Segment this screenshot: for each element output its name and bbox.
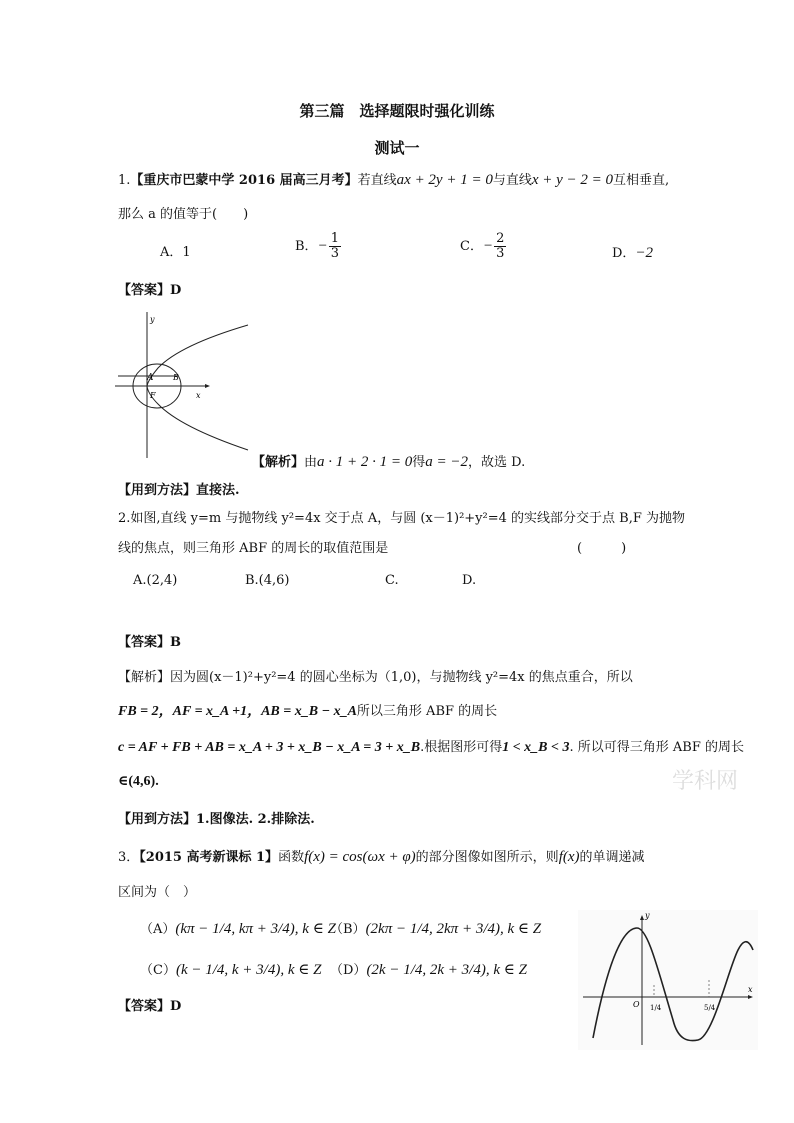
option-c: C．− $\frac{2}{3}$ — [460, 231, 505, 261]
cosine-graph-figure — [578, 910, 758, 1050]
option-c: （C）(k − 1/4, k + 3/4), k ∈ Z — [140, 962, 322, 978]
option-a: A．1 — [160, 245, 191, 260]
parabola — [147, 325, 248, 450]
point-a-label: A — [147, 373, 154, 383]
question-number: 1. — [118, 173, 131, 188]
parabola-circle-figure — [110, 310, 260, 460]
page-subtitle: 测试一 — [374, 139, 420, 157]
analysis-2-line-2: FB = 2，AF = x_A +1，AB = x_B − x_A所以三角形 ABF 的周长 — [118, 704, 498, 719]
question-2-paren: ( ) — [577, 541, 627, 556]
y-label: y — [150, 315, 155, 324]
point-b-label: B — [173, 373, 179, 382]
analysis-1: 【解析】由a · 1 + 2 · 1 = 0得a = −2，故选 D. — [252, 454, 526, 470]
option-b: B．− $\frac{1}{3}$ — [295, 231, 339, 261]
figure-background — [578, 910, 758, 1050]
x-label: x — [196, 391, 201, 400]
option-b: B.(4,6) — [245, 573, 290, 588]
analysis-2-line-1: 【解析】因为圆(x－1)²+y²=4 的圆心坐标为（1,0)，与抛物线 y²=4x 的焦点重合，所以 — [118, 670, 633, 685]
quarter-label: 1/4 — [650, 1004, 662, 1012]
question-source: 【2015 高考新课标 1】 — [139, 850, 279, 865]
option-c: C. — [385, 573, 399, 588]
answer-3: 【答案】D — [118, 999, 182, 1014]
answer-1: 【答案】D — [118, 283, 182, 298]
y-label: y — [645, 911, 650, 920]
watermark: 学科网 — [672, 769, 739, 794]
fraction: $\frac{2}{3}$ — [496, 231, 505, 261]
question-3-line-1: 3．【2015 高考新课标 1】函数f(x) = cos(ωx + φ)的部分图像如图所示，则f(x)的单调递减 — [118, 849, 645, 865]
x-label: x — [748, 985, 753, 994]
point-f-label: F — [150, 391, 156, 400]
answer-2: 【答案】B — [118, 635, 181, 650]
fraction: $\frac{1}{3}$ — [330, 231, 339, 261]
five-quarters-label: 5/4 — [704, 1004, 716, 1012]
analysis-2-line-4: ∈(4,6). — [118, 774, 159, 789]
option-d: D．−2 — [612, 245, 654, 261]
question-1-line-2: 那么 a 的值等于( ) — [118, 207, 249, 222]
option-d: （D）(2k − 1/4, 2k + 3/4), k ∈ Z — [330, 962, 527, 978]
question-2-line-1: 2.如图,直线 y=m 与抛物线 y²=4x 交于点 A，与圆 (x－1)²+y²=4 的实线部分交于点 B,F 为抛物 — [118, 511, 686, 526]
question-source: 【重庆市巴蒙中学 2016 届高三月考】 — [130, 173, 358, 188]
method-2: 【用到方法】1.图像法. 2.排除法. — [118, 812, 315, 827]
question-1-line-1: 1.【重庆市巴蒙中学 2016 届高三月考】若直线ax + 2y + 1 = 0与直线x + y − 2 = 0互相垂直, — [118, 172, 670, 188]
analysis-2-line-3: c = AF + FB + AB = x_A + 3 + x_B − x_A = 3 + x_B.根据图形可得1 < x_B < 3. 所以可得三角形 ABF 的周长 — [118, 740, 744, 755]
option-a: （A）(kπ − 1/4, kπ + 3/4), k ∈ Z — [140, 921, 336, 937]
option-d: D. — [462, 573, 477, 588]
option-a: A.(2,4) — [133, 573, 178, 588]
x-axis-arrow — [205, 384, 210, 388]
equation-line-2: x + y − 2 = 0 — [531, 172, 614, 188]
page-title: 第三篇 选择题限时强化训练 — [299, 102, 495, 120]
question-3-line-2: 区间为（ ） — [118, 885, 197, 900]
equation-line-1: ax + 2y + 1 = 0 — [396, 172, 493, 188]
question-2-line-2: 线的焦点，则三角形 ABF 的周长的取值范围是 — [118, 541, 389, 556]
method-1: 【用到方法】直接法. — [118, 483, 240, 498]
origin-label: O — [633, 1000, 640, 1009]
option-b: （B）(2kπ − 1/4, 2kπ + 3/4), k ∈ Z — [330, 921, 542, 937]
